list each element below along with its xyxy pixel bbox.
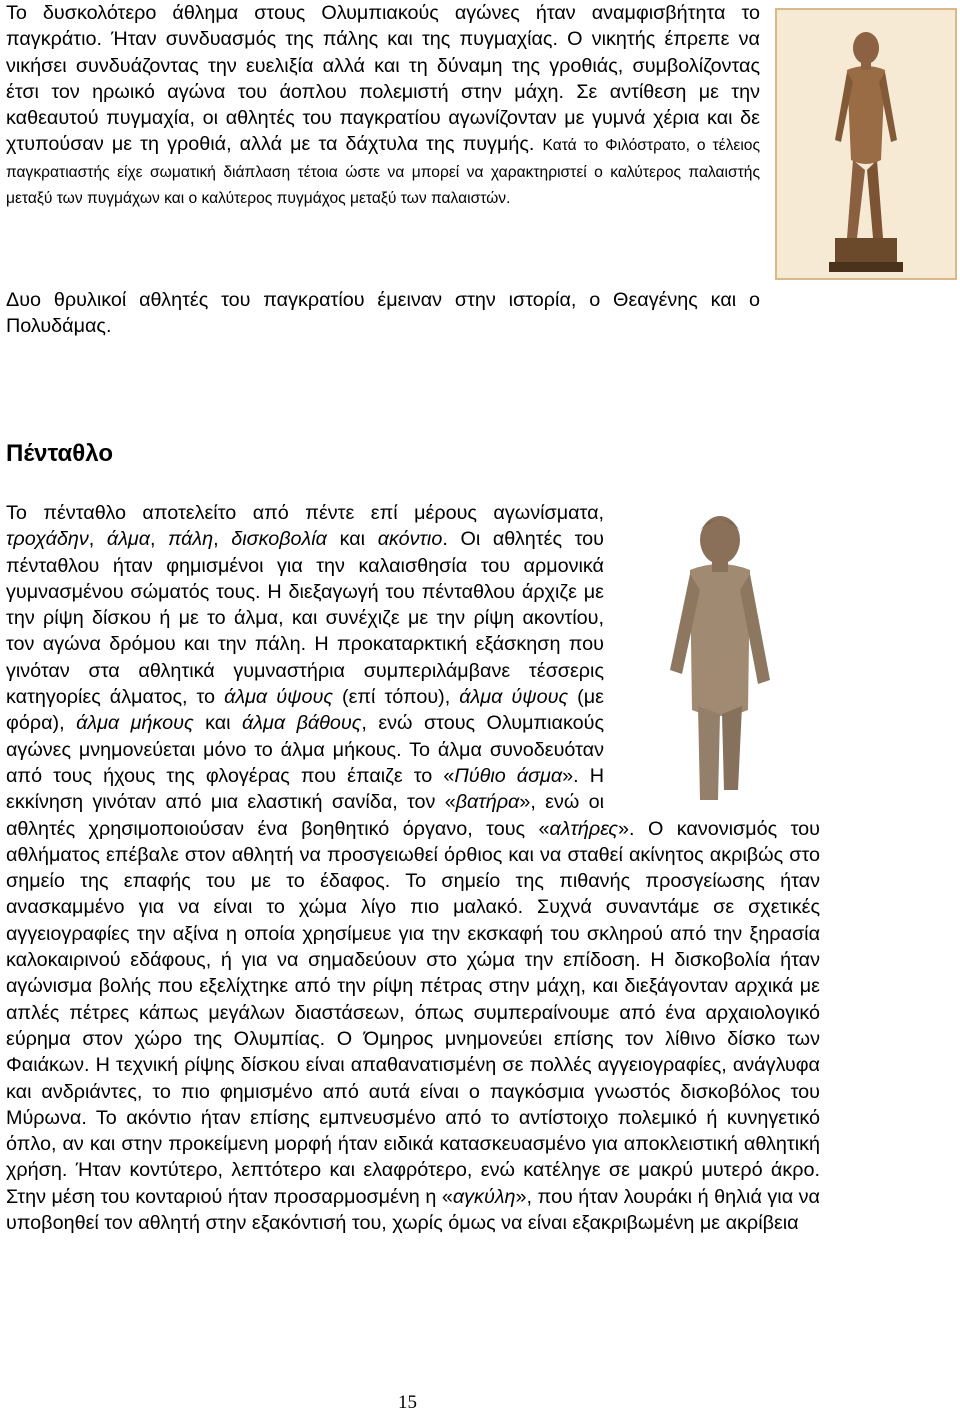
italic-term: Πύθιο άσμα (454, 764, 563, 787)
italic-term: άλμα (106, 528, 151, 551)
italic-term: άλμα ύψους (224, 686, 333, 709)
italic-term: αγκύλη (452, 1185, 516, 1208)
paragraph-pankration (6, 0, 760, 210)
paragraph-text: . Οι αθλητές του πένταθλου ήταν φημισμένοι για την καλαισθησία του αρμονικά γυμνασμένου σώματός τους. Η διεξαγωγή του πένταθλου άρχιζε με την ρίψη δίσκου ή με το άλμα, και συνέχιζε με την ρίψη ακοντίου, τον αγώνα δρόμου και την πάλη. Η προκαταρκτική εξάσκηση που γινόταν στα αθλητικά γυμναστήρια συμπεριλάμβανε τέσσερις κατηγορίες άλματος, το (6, 528, 604, 709)
italic-term: άλμα μήκους (76, 712, 194, 735)
paragraph-pentathlon (6, 500, 820, 1236)
paragraph-text: , ενώ στους Ολυμπιακούς αγώνες μνημονεύεται μόνο το άλμα μήκους. Το άλμα συνοδευόταν από τους ήχους της φλογέρας που έπαιζε το « (6, 712, 604, 787)
paragraph-text: (επί τόπου), (332, 686, 460, 709)
paragraph-text: και (193, 712, 242, 735)
paragraph-text: Το πένταθλο αποτελείτο από πέντε επί μέρους αγωνίσματα, (6, 502, 604, 524)
italic-term: ακόντιο (377, 528, 443, 551)
paragraph-text: ». Ο κανονισμός του αθλήματος επέβαλε στον αθλητή να προσγειωθεί όρθιος και να σταθεί ακίνητος ακριβώς στο σημείο της επαφής του με το έδαφος. Το σημείο της πιθανής προσγείωσης ήταν ανασκαμμένο για να είναι το χώμα λίγο πιο μαλακό. Συχνά συναντάμε σε σχετικές αγγειογραφίες την αξίνα η οποία χρησίμευε για την εκσκαφή του σκληρού από την ξηρασία καλοκαιρινού εδάφους, ή για να σημαδεύουν στο χώμα την επίδοση. Η δισκοβολία ήταν αγώνισμα βολής που εξελίχτηκε από την ρίψη πέτρας στην μάχη, και διεξάγονταν αρχικά με απλές πέτρες κάπως μεγάλων διαστάσεων, όπως συμπεραίνουμε από ένα αρχαιολογικό εύρημα στον χώρο της Ολυμπίας. Ο Όμηρος μνημονεύει επίσης τον λίθινο δίσκο των Φαιάκων. Η τεχνική ρίψης δίσκου είναι απαθανατισμένη σε πολλές αγγειογραφίες, ανάγλυφα και ανδριάντες, το πιο φημισμένο από αυτά είναι ο παγκόσμια γνωστός δισκοβόλος του Μύρωνα. Το ακόντιο ήταν επίσης εμπνευσμένο από το αντίστοιχο πολεμικό ή κυνηγετικό όπλο, αν και στην προκείμενη μορφή ήταν ειδικά κατασκευασμένο για αποκλειστική αθλητική χρήση. Ήταν κοντύτερο, λεπτότερο και ελαφρότερο, ενώ κατέληγε σε μακρύ μυτερό άκρο. Στην μέση του κονταριού ήταν προσαρμοσμένη η « (6, 817, 820, 1208)
statue-image-athlete (620, 500, 820, 804)
paragraph-small-text: Κατά το Φιλόστρατο, ο τέλειος παγκρατιαστής είχε σωματική διάπλαση τέτοια ώστε να μπορεί να χαρακτηριστεί ο καλύτερος παλαιστής μεταξύ των πυγμάχων και ο καλύτερος πυγμάχος μεταξύ των παλαιστών. (6, 137, 760, 208)
statue-image-kouros (775, 8, 957, 280)
paragraph-text: ». Η εκκίνηση γινόταν από μια ελαστική σανίδα, τον « (6, 764, 604, 814)
italic-term: τροχάδην (6, 528, 89, 551)
section-heading-pentathlon: Πένταθλο (6, 440, 113, 467)
paragraph-text: και (326, 528, 378, 551)
italic-term: αλτήρες (549, 817, 619, 840)
italic-term: δισκοβολία (231, 528, 327, 551)
paragraph-text: Το δυσκολότερο άθλημα στους Ολυμπιακούς αγώνες ήταν αναμφισβήτητα το παγκράτιο. Ήταν συνδυασμός της πάλης και της πυγμαχίας. Ο νικητής έπρεπε να νικήσει συνδυάζοντας την ευελιξία αλλά και τη δύναμη της γροθιάς, συμβολίζοντας έτσι τον ηρωικό αγώνα του άοπλου πολεμιστή στην μάχη. Σε αντίθεση με την καθεαυτού πυγμαχία, οι αθλητές του παγκρατίου αγωνίζονταν με γυμνά χέρια και δε χτυπούσαν με τη γροθιά, αλλά με τα δάχτυλα της πυγμής. (6, 2, 760, 156)
paragraph-text: , (213, 528, 232, 551)
italic-term: βατήρα (455, 791, 520, 814)
page-number: 15 (398, 1392, 417, 1413)
italic-term: άλμα ύψους (459, 686, 569, 709)
paragraph-text: », που ήταν λουράκι ή θηλιά για να υποβοηθεί τον αθλητή στην εξακόντισή του, χωρίς όμως να είναι εξακριβωμένη με ακρίβεια (6, 1185, 820, 1235)
italic-term: πάλη (168, 528, 214, 551)
paragraph-text: », ενώ οι αθλητές χρησιμοποιούσαν ένα βοηθητικό όργανο, τους « (6, 791, 604, 840)
paragraph-text: , (88, 528, 107, 551)
paragraph-text: (με φόρα), (6, 686, 604, 735)
paragraph-legendary-athletes: Δυο θρυλικοί αθλητές του παγκρατίου έμειναν στην ιστορία, ο Θεαγένης και ο Πολυδάμας. (6, 289, 760, 338)
paragraph-text: , (150, 528, 169, 551)
italic-term: άλμα βάθους (242, 712, 362, 735)
